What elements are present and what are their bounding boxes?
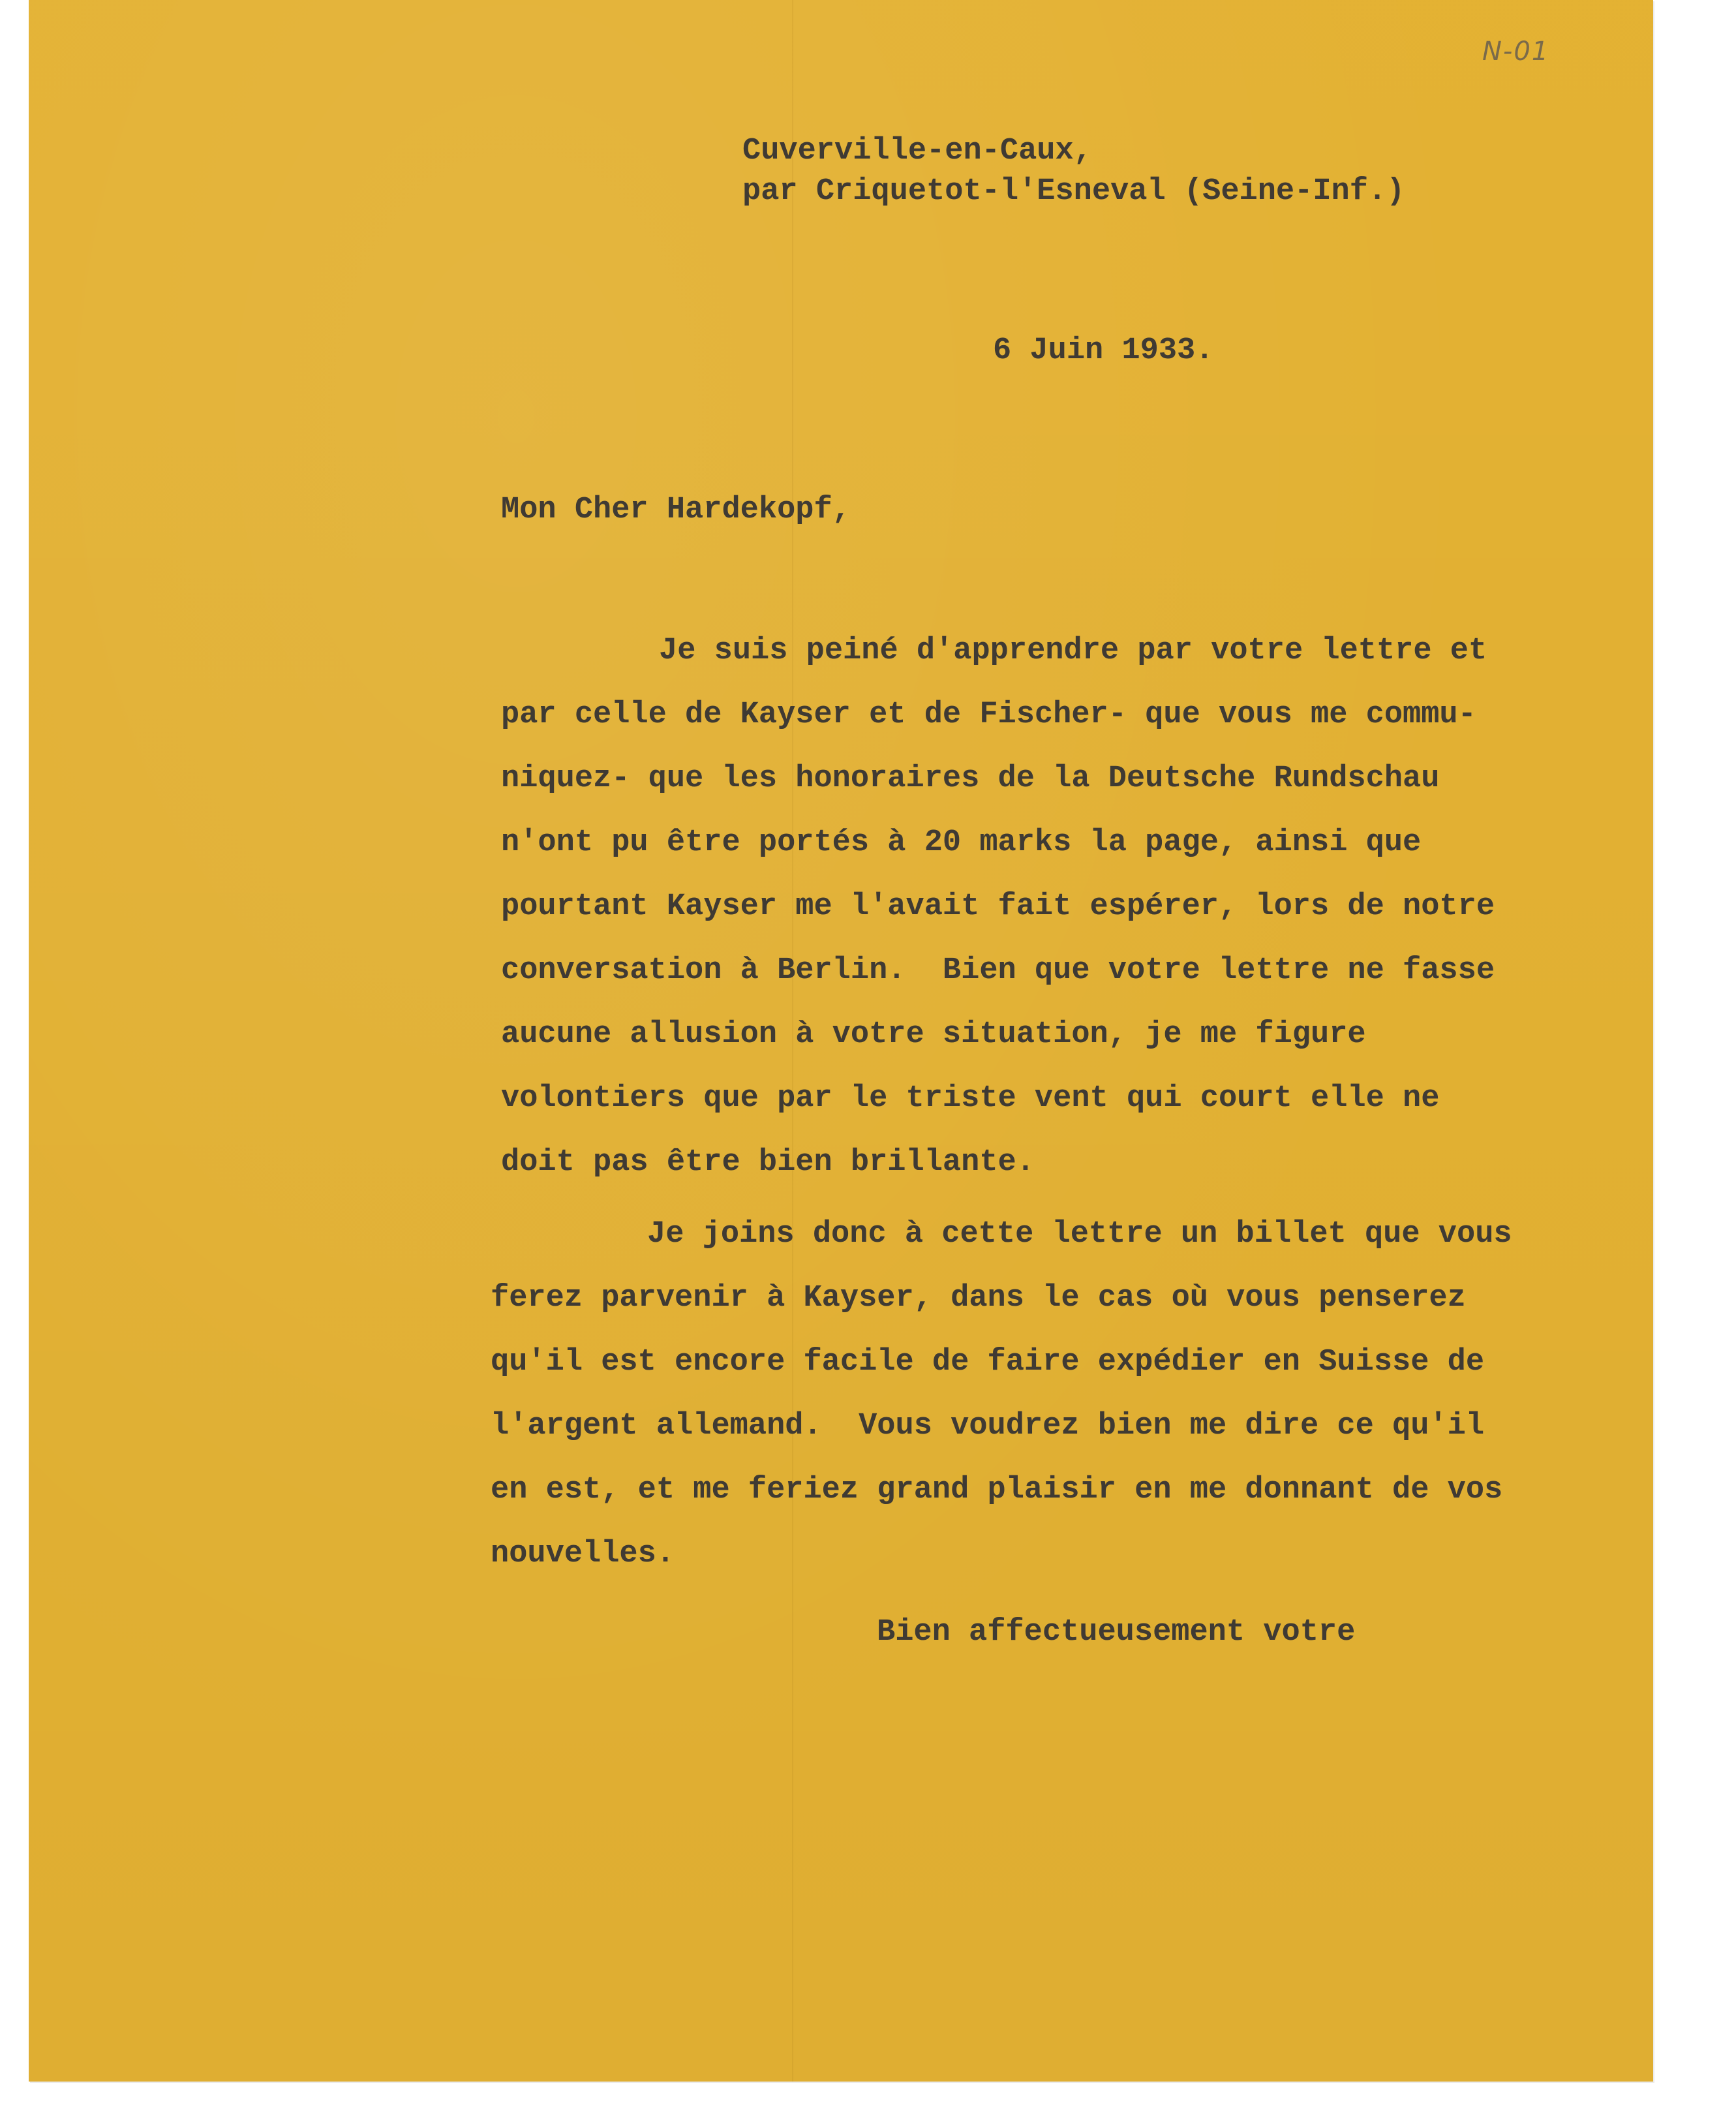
archive-reference: N-01 [1482, 37, 1550, 67]
body-line: l'argent allemand. Vous voudrez bien me dire ce qu'il [491, 1409, 1485, 1443]
body-line: aucune allusion à votre situation, je me figure [501, 1017, 1366, 1052]
body-line: volontiers que par le triste vent qui court elle ne [501, 1081, 1440, 1116]
body-line: qu'il est encore facile de faire expédier en Suisse de [491, 1345, 1485, 1379]
closing: Bien affectueusement votre [877, 1615, 1356, 1650]
body-line: conversation à Berlin. Bien que votre lettre ne fasse [501, 953, 1495, 988]
body-line: n'ont pu être portés à 20 marks la page, ainsi que [501, 825, 1422, 860]
address-line-2: par Criquetot-l'Esneval (Seine-Inf.) [742, 174, 1405, 209]
salutation: Mon Cher Hardekopf, [501, 493, 851, 527]
body-line: doit pas être bien brillante. [501, 1145, 1035, 1180]
body-line: ferez parvenir à Kayser, dans le cas où vous penserez [491, 1281, 1466, 1315]
body-line: nouvelles. [491, 1537, 675, 1571]
body-line: en est, et me feriez grand plaisir en me donnant de vos [491, 1473, 1503, 1507]
body-line: pourtant Kayser me l'avait fait espérer, lors de notre [501, 889, 1495, 924]
body-line: Je suis peiné d'apprendre par votre lettre et [659, 634, 1487, 668]
body-line: niquez- que les honoraires de la Deutsche Rundschau [501, 761, 1440, 796]
body-line: Je joins donc à cette lettre un billet que vous [647, 1217, 1512, 1252]
letter-date: 6 Juin 1933. [993, 333, 1214, 368]
address-line-1: Cuverville-en-Caux, [742, 134, 1092, 168]
body-line: par celle de Kayser et de Fischer- que vous me commu- [501, 698, 1476, 732]
letter-paper [29, 0, 1653, 2082]
